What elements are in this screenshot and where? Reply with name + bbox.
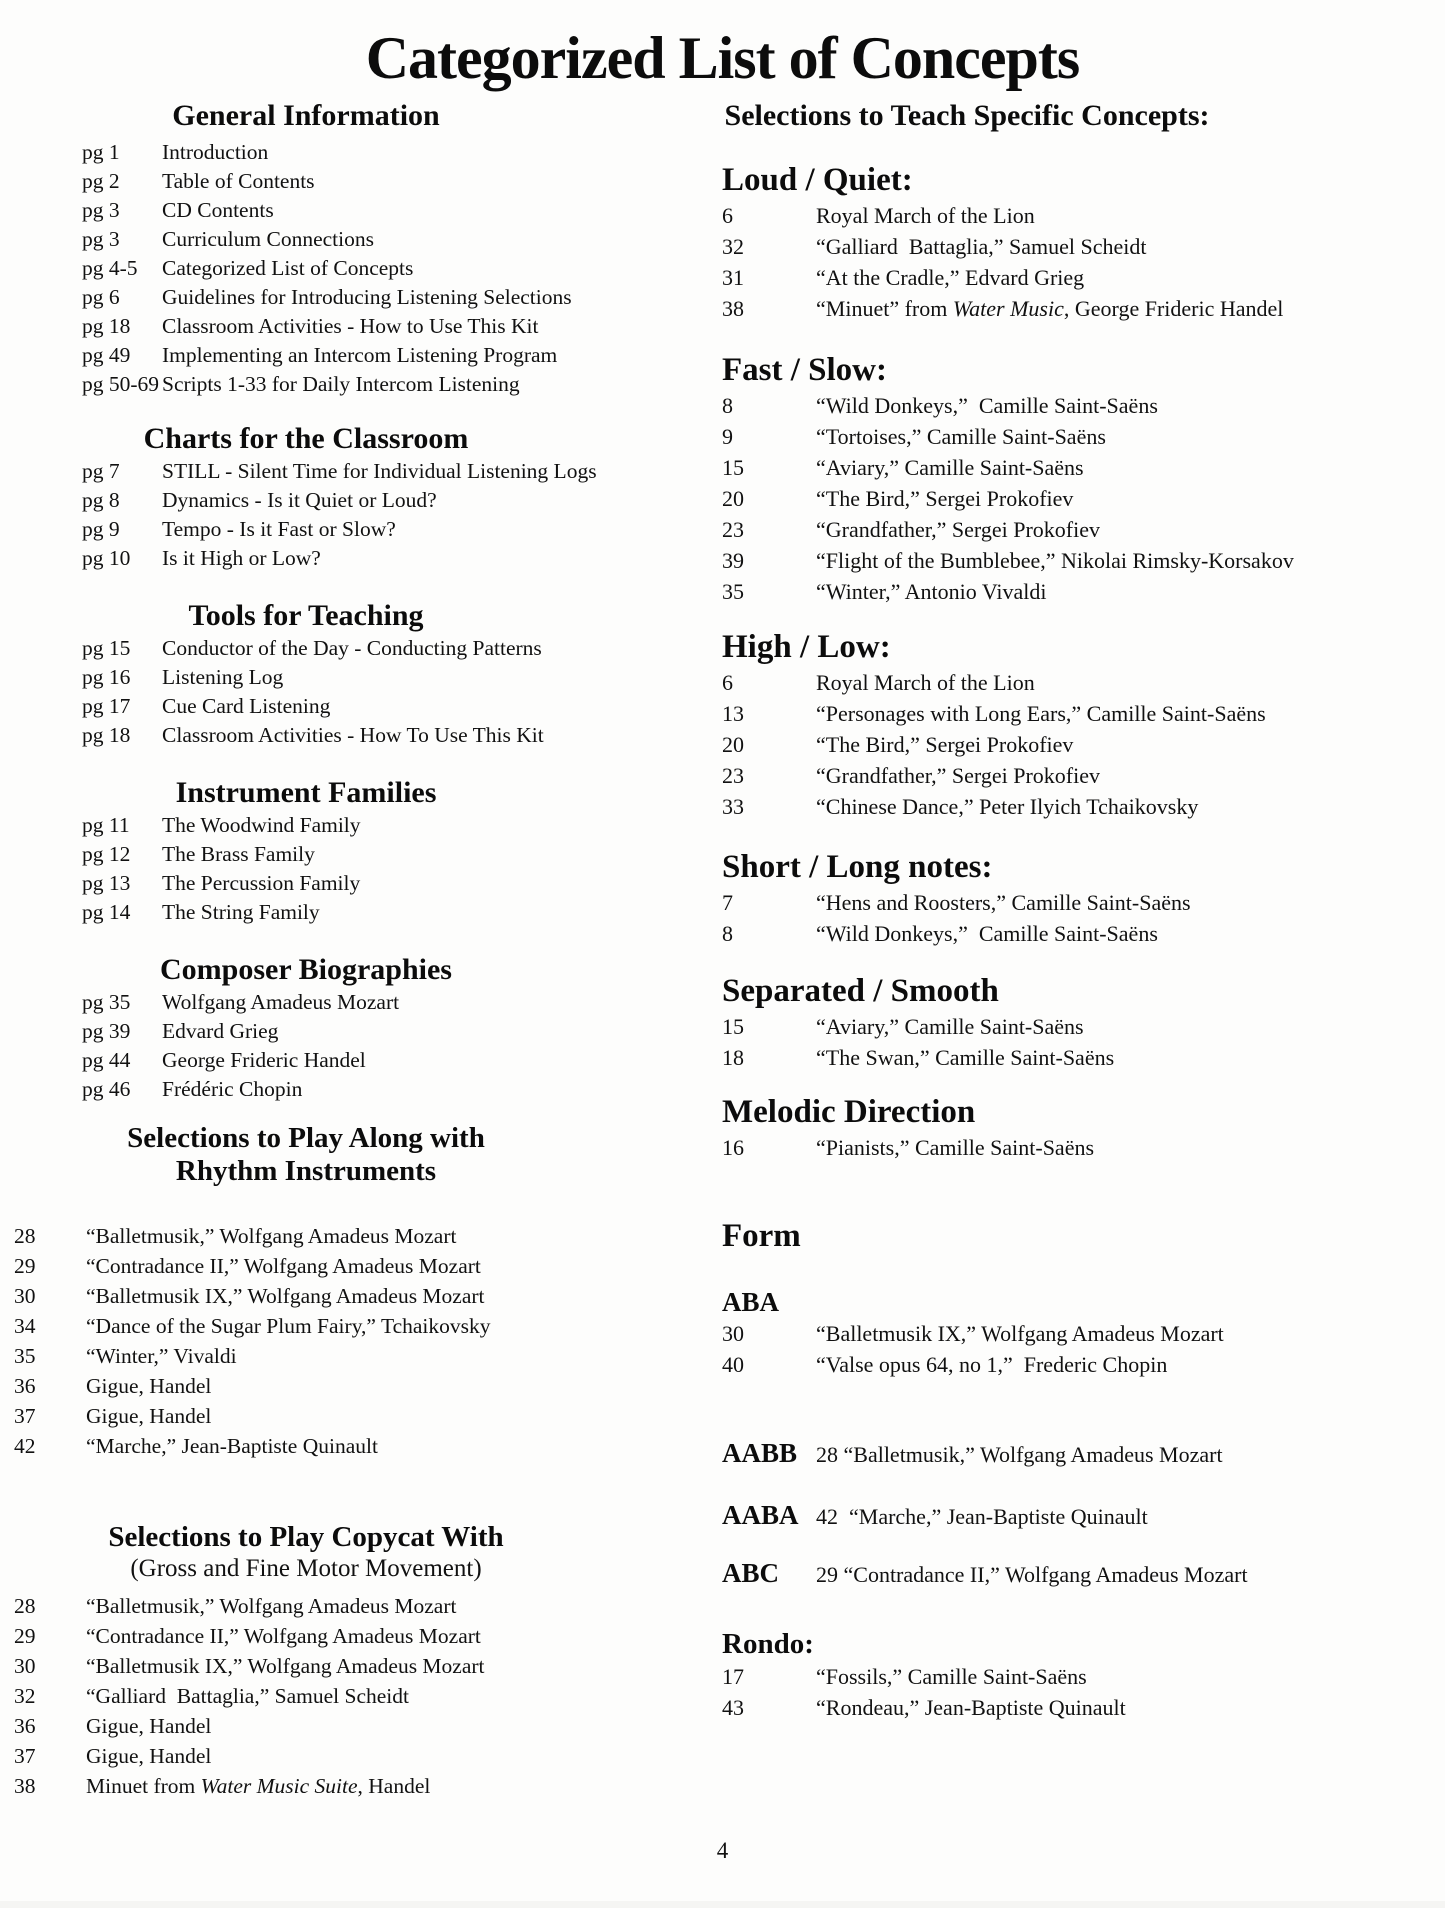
selection-row [722, 1042, 1445, 1073]
heading-short-long-notes: Short / Long notes: [722, 849, 993, 885]
entry-text: Cue Card Listening [162, 694, 331, 718]
section-instrument-families [14, 775, 598, 927]
track-ref: 6 [722, 670, 733, 695]
page-ref: pg 15 [82, 636, 131, 660]
toc-row [14, 225, 598, 254]
toc-row [14, 196, 598, 225]
form-label-abc: ABC [722, 1558, 780, 1588]
track-ref: 20 [722, 486, 744, 511]
heading-fast-slow: Fast / Slow: [722, 352, 887, 388]
track-ref: 38 [14, 1774, 36, 1798]
entry-text-pre: “Minuet” from [816, 296, 953, 321]
selection-row [722, 514, 1445, 545]
entry-text: Gigue, Handel [86, 1404, 212, 1428]
section-melodic-direction [722, 1092, 1445, 1163]
track-ref: 34 [14, 1314, 36, 1338]
entry-text: “Galliard Battaglia,” Samuel Scheidt [816, 234, 1147, 259]
page-ref: pg 1 [82, 140, 120, 164]
entry-text: 29 “Contradance II,” Wolfgang Amadeus Mozart [816, 1562, 1248, 1587]
page-ref: pg 17 [82, 694, 131, 718]
entry-text: Scripts 1-33 for Daily Intercom Listening [162, 372, 520, 396]
selection-row [722, 1011, 1445, 1042]
section-composer-biographies [14, 952, 598, 1104]
entry-text: “Winter,” Antonio Vivaldi [816, 579, 1047, 604]
heading-copycat: Selections to Play Copycat With [108, 1521, 504, 1553]
selection-row [722, 262, 1445, 293]
form-label-aba: ABA [722, 1287, 780, 1317]
page-ref: pg 46 [82, 1077, 131, 1101]
toc-list [14, 988, 598, 1104]
entry-text: Table of Contents [162, 169, 315, 193]
toc-row [14, 634, 598, 663]
selection-row [14, 1681, 598, 1711]
heading-play-along-line1: Selections to Play Along with [127, 1122, 485, 1154]
selection-row [722, 293, 1445, 324]
page-ref: pg 18 [82, 314, 131, 338]
track-ref: 32 [14, 1684, 36, 1708]
heading-melodic-direction: Melodic Direction [722, 1094, 976, 1130]
track-ref: 39 [722, 548, 744, 573]
entry-text: “Tortoises,” Camille Saint-Saëns [816, 424, 1106, 449]
page-ref: pg 18 [82, 723, 131, 747]
entry-text: “Rondeau,” Jean-Baptiste Quinault [816, 1695, 1126, 1720]
entry-text: “Grandfather,” Sergei Prokofiev [816, 517, 1100, 542]
entry-text: “Aviary,” Camille Saint-Saëns [816, 1014, 1084, 1039]
entry-text: Introduction [162, 140, 269, 164]
subheading-copycat: (Gross and Fine Motor Movement) [130, 1555, 482, 1582]
entry-text: Frédéric Chopin [162, 1077, 303, 1101]
toc-row [14, 138, 598, 167]
entry-text: “The Bird,” Sergei Prokofiev [816, 486, 1074, 511]
entry-text: Categorized List of Concepts [162, 256, 414, 280]
entry-text: “Personages with Long Ears,” Camille Saint-Saëns [816, 701, 1266, 726]
entry-text: “Contradance II,” Wolfgang Amadeus Mozart [86, 1254, 481, 1278]
entry-text [816, 293, 1283, 324]
page-ref: pg 3 [82, 227, 120, 251]
track-ref: 33 [722, 794, 744, 819]
track-ref: 23 [722, 763, 744, 788]
selection-row [14, 1431, 598, 1461]
entry-text-post: , George Frideric Handel [1063, 296, 1284, 321]
track-ref: 37 [14, 1404, 36, 1428]
entry-text: George Frideric Handel [162, 1048, 366, 1072]
toc-row [14, 898, 598, 927]
toc-row [14, 486, 598, 515]
track-ref: 16 [722, 1135, 744, 1160]
toc-row [14, 840, 598, 869]
selection-row [722, 1132, 1445, 1163]
page-ref: pg 44 [82, 1048, 131, 1072]
page-ref: pg 10 [82, 546, 131, 570]
entry-text: “Wild Donkeys,” Camille Saint-Saëns [816, 393, 1158, 418]
page-ref: pg 4-5 [82, 256, 138, 280]
heading-form: Form [722, 1218, 801, 1254]
page-ref: pg 6 [82, 285, 120, 309]
entry-text: Gigue, Handel [86, 1744, 212, 1768]
page-ref: pg 7 [82, 459, 120, 483]
entry-text: “Valse opus 64, no 1,” Frederic Chopin [816, 1352, 1168, 1377]
page-ref: pg 16 [82, 665, 131, 689]
toc-row [14, 341, 598, 370]
track-ref: 28 [14, 1224, 36, 1248]
selection-row [722, 1661, 1445, 1692]
toc-row [14, 988, 598, 1017]
toc-row [14, 283, 598, 312]
entry-text: Wolfgang Amadeus Mozart [162, 990, 400, 1014]
entry-text: Dynamics - Is it Quiet or Loud? [162, 488, 437, 512]
page-number: 4 [716, 1838, 729, 1863]
heading-high-low: High / Low: [722, 629, 891, 665]
entry-text: Conductor of the Day - Conducting Patterns [162, 636, 542, 660]
track-ref: 8 [722, 921, 733, 946]
selection-row [14, 1711, 598, 1741]
entry-text: Gigue, Handel [86, 1374, 212, 1398]
entry-text: “Marche,” Jean-Baptiste Quinault [86, 1434, 378, 1458]
entry-text: Is it High or Low? [162, 546, 321, 570]
track-ref: 15 [722, 1014, 744, 1039]
section-form [722, 1216, 1445, 1723]
selection-row [722, 667, 1445, 698]
selection-row [14, 1771, 598, 1801]
form-row-abc [722, 1558, 1445, 1590]
toc-row [14, 544, 598, 573]
track-ref: 13 [722, 701, 744, 726]
selection-row [722, 231, 1445, 262]
track-ref: 17 [722, 1664, 744, 1689]
track-ref: 30 [722, 1321, 744, 1346]
form-row-aabb [722, 1438, 1445, 1470]
section-separated-smooth [722, 971, 1445, 1073]
heading-teach-specific-concepts: Selections to Teach Specific Concepts: [724, 99, 1210, 132]
page-ref: pg 11 [82, 813, 130, 837]
right-column [722, 98, 1445, 1723]
entry-text: “Pianists,” Camille Saint-Saëns [816, 1135, 1095, 1160]
section-play-along [14, 1122, 598, 1461]
entry-text: CD Contents [162, 198, 274, 222]
heading-composer-biographies: Composer Biographies [160, 953, 452, 986]
toc-row [14, 370, 598, 399]
heading-play-along [14, 1122, 598, 1188]
section-charts-for-the-classroom [14, 421, 598, 573]
toc-row [14, 811, 598, 840]
track-ref: 36 [14, 1374, 36, 1398]
entry-text: “The Swan,” Camille Saint-Saëns [816, 1045, 1115, 1070]
toc-row [14, 1017, 598, 1046]
entry-text: Edvard Grieg [162, 1019, 279, 1043]
page-ref: pg 9 [82, 517, 120, 541]
entry-text: Implementing an Intercom Listening Program [162, 343, 558, 367]
selection-row [722, 918, 1445, 949]
selection-list [14, 1591, 598, 1801]
toc-row [14, 1046, 598, 1075]
entry-text: “Contradance II,” Wolfgang Amadeus Mozart [86, 1624, 481, 1648]
selection-row [14, 1651, 598, 1681]
toc-list [14, 634, 598, 750]
entry-text: “Balletmusik IX,” Wolfgang Amadeus Mozart [86, 1284, 485, 1308]
track-ref: 20 [722, 732, 744, 757]
entry-text: “Flight of the Bumblebee,” Nikolai Rimsky-Korsakov [816, 548, 1294, 573]
heading-instrument-families: Instrument Families [175, 776, 437, 809]
entry-text: “At the Cradle,” Edvard Grieg [816, 265, 1085, 290]
left-column [14, 98, 598, 1801]
page-ref: pg 49 [82, 343, 131, 367]
section-copycat [14, 1521, 598, 1801]
selection-row [14, 1341, 598, 1371]
entry-text-italic: Water Music Suite [200, 1774, 358, 1798]
selection-row [14, 1311, 598, 1341]
entry-text: “Aviary,” Camille Saint-Saëns [816, 455, 1084, 480]
toc-list [14, 457, 598, 573]
selection-list [14, 1221, 598, 1461]
track-ref: 28 [14, 1594, 36, 1618]
track-ref: 40 [722, 1352, 744, 1377]
entry-text: Royal March of the Lion [816, 670, 1035, 695]
selection-row [722, 791, 1445, 822]
form-label-aaba: AABA [722, 1500, 799, 1530]
page-ref: pg 14 [82, 900, 131, 924]
selection-row [722, 200, 1445, 231]
selection-row [722, 545, 1445, 576]
entry-text: “The Bird,” Sergei Prokofiev [816, 732, 1074, 757]
selection-row [14, 1591, 598, 1621]
entry-text: The String Family [162, 900, 320, 924]
entry-text: “Fossils,” Camille Saint-Saëns [816, 1664, 1087, 1689]
section-high-low [722, 627, 1445, 822]
track-ref: 23 [722, 517, 744, 542]
entry-text: “Winter,” Vivaldi [86, 1344, 237, 1368]
selection-row [722, 483, 1445, 514]
track-ref: 8 [722, 393, 733, 418]
selection-row [722, 390, 1445, 421]
track-ref: 9 [722, 424, 733, 449]
track-ref: 6 [722, 203, 733, 228]
track-ref: 29 [14, 1624, 36, 1648]
selection-row [722, 1349, 1445, 1380]
toc-row [14, 254, 598, 283]
track-ref: 35 [14, 1344, 36, 1368]
entry-text: The Woodwind Family [162, 813, 361, 837]
entry-text: “Chinese Dance,” Peter Ilyich Tchaikovsky [816, 794, 1199, 819]
track-ref: 32 [722, 234, 744, 259]
section-tools-for-teaching [14, 598, 598, 750]
entry-text: 42 “Marche,” Jean-Baptiste Quinault [816, 1504, 1148, 1529]
track-ref: 31 [722, 265, 744, 290]
entry-text: “Dance of the Sugar Plum Fairy,” Tchaikovsky [86, 1314, 491, 1338]
form-row-aaba [722, 1500, 1445, 1532]
selection-row [14, 1621, 598, 1651]
selection-row [722, 452, 1445, 483]
toc-row [14, 721, 598, 750]
track-ref: 7 [722, 890, 733, 915]
heading-separated-smooth: Separated / Smooth [722, 973, 999, 1009]
selection-row [14, 1221, 598, 1251]
section-loud-quiet [722, 160, 1445, 324]
entry-text: Classroom Activities - How To Use This Kit [162, 723, 544, 747]
selection-row [722, 1318, 1445, 1349]
track-ref: 18 [722, 1045, 744, 1070]
toc-row [14, 515, 598, 544]
entry-text: STILL - Silent Time for Individual Listening Logs [162, 459, 597, 483]
section-short-long-notes [722, 847, 1445, 949]
selection-row [14, 1371, 598, 1401]
selection-row [14, 1741, 598, 1771]
selection-row [722, 729, 1445, 760]
entry-text: “Grandfather,” Sergei Prokofiev [816, 763, 1100, 788]
entry-text: 28 “Balletmusik,” Wolfgang Amadeus Mozart [816, 1442, 1223, 1467]
heading-general-information: General Information [172, 99, 440, 132]
page-ref: pg 3 [82, 198, 120, 222]
track-ref: 42 [14, 1434, 36, 1458]
entry-text: Listening Log [162, 665, 284, 689]
track-ref: 15 [722, 455, 744, 480]
track-ref: 37 [14, 1744, 36, 1768]
entry-text [86, 1771, 430, 1801]
entry-text: “Hens and Roosters,” Camille Saint-Saëns [816, 890, 1191, 915]
entry-text: “Balletmusik,” Wolfgang Amadeus Mozart [86, 1594, 457, 1618]
entry-text: “Balletmusik,” Wolfgang Amadeus Mozart [86, 1224, 457, 1248]
page-ref: pg 50-69 [82, 372, 160, 396]
selection-row [722, 1692, 1445, 1723]
toc-list [14, 811, 598, 927]
page-title: Categorized List of Concepts [365, 25, 1080, 91]
toc-row [14, 692, 598, 721]
entry-text: Gigue, Handel [86, 1714, 212, 1738]
selection-row [722, 760, 1445, 791]
entry-text: Royal March of the Lion [816, 203, 1035, 228]
section-fast-slow [722, 350, 1445, 607]
track-ref: 29 [14, 1254, 36, 1278]
selection-row [14, 1281, 598, 1311]
selection-row [722, 421, 1445, 452]
toc-row [14, 663, 598, 692]
selection-row [14, 1401, 598, 1431]
entry-text: “Balletmusik IX,” Wolfgang Amadeus Mozart [816, 1321, 1224, 1346]
entry-text: Classroom Activities - How to Use This Kit [162, 314, 539, 338]
toc-row [14, 869, 598, 898]
toc-list [14, 138, 598, 399]
selection-row [722, 887, 1445, 918]
heading-play-along-line2: Rhythm Instruments [175, 1155, 437, 1187]
entry-text: Tempo - Is it Fast or Slow? [162, 517, 396, 541]
selection-row [14, 1251, 598, 1281]
heading-tools-for-teaching: Tools for Teaching [188, 599, 424, 632]
page-ref: pg 13 [82, 871, 131, 895]
entry-text-pre: Minuet from [86, 1774, 201, 1798]
entry-text-post: , Handel [357, 1774, 431, 1798]
entry-text: The Brass Family [162, 842, 315, 866]
section-general-information [14, 98, 598, 399]
page-ref: pg 39 [82, 1019, 131, 1043]
entry-text: Curriculum Connections [162, 227, 374, 251]
page-ref: pg 12 [82, 842, 131, 866]
track-ref: 36 [14, 1714, 36, 1738]
toc-row [14, 312, 598, 341]
form-label-rondo: Rondo: [722, 1628, 814, 1660]
track-ref: 30 [14, 1284, 36, 1308]
entry-text: “Wild Donkeys,” Camille Saint-Saëns [816, 921, 1158, 946]
selection-row [722, 698, 1445, 729]
entry-text: Guidelines for Introducing Listening Selections [162, 285, 572, 309]
entry-text-italic: Water Music [952, 296, 1064, 321]
track-ref: 43 [722, 1695, 744, 1720]
toc-row [14, 167, 598, 196]
track-ref: 30 [14, 1654, 36, 1678]
toc-row [14, 457, 598, 486]
entry-text: The Percussion Family [162, 871, 361, 895]
heading-loud-quiet: Loud / Quiet: [722, 162, 913, 198]
toc-row [14, 1075, 598, 1104]
track-ref: 38 [722, 296, 744, 321]
form-label-aabb: AABB [722, 1438, 798, 1468]
selection-row [722, 576, 1445, 607]
page-ref: pg 35 [82, 990, 131, 1014]
track-ref: 35 [722, 579, 744, 604]
page-ref: pg 2 [82, 169, 120, 193]
entry-text: “Balletmusik IX,” Wolfgang Amadeus Mozart [86, 1654, 485, 1678]
entry-text: “Galliard Battaglia,” Samuel Scheidt [86, 1684, 409, 1708]
page-ref: pg 8 [82, 488, 120, 512]
heading-charts-for-the-classroom: Charts for the Classroom [143, 422, 469, 455]
